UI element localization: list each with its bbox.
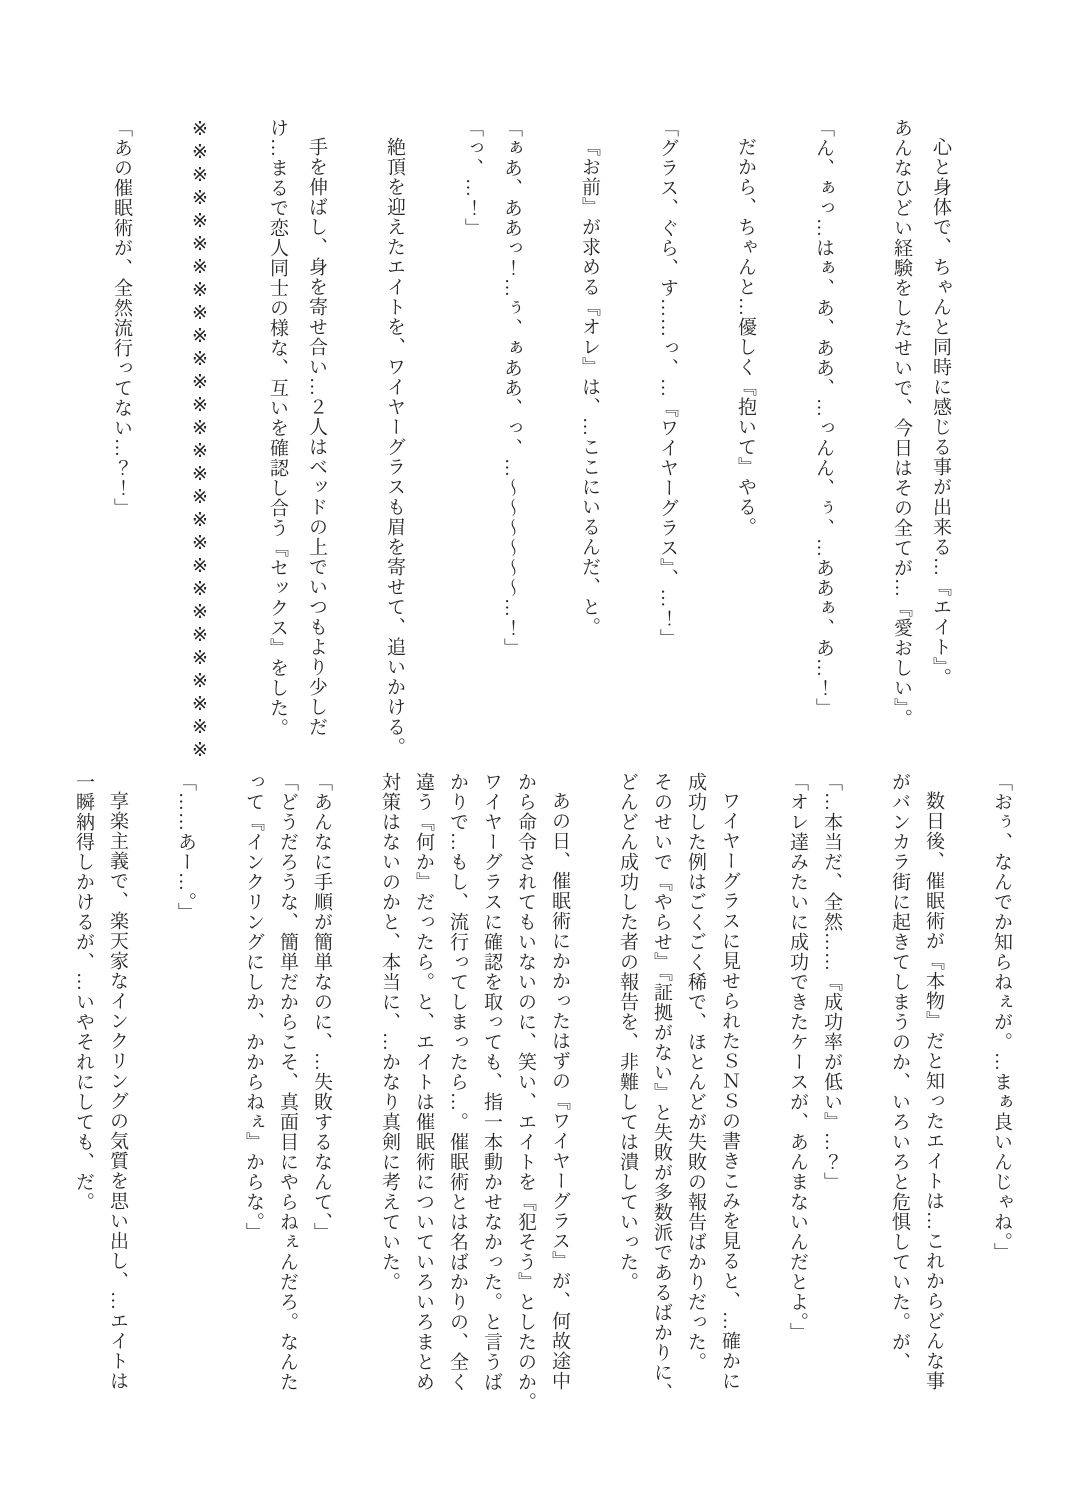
text-line: け…まるで恋人同士の様な、互いを確認し合う『セックス』をした。: [267, 118, 288, 738]
text-line: かりで…もし、流行ってしまったら…。催眠術とは名ばかりの、全く: [447, 772, 468, 1392]
text-line: そのせいで『やらせ』『証拠がない』と失敗が多数派であるばかりに、: [651, 772, 672, 1403]
text-line: あの日、催眠術にかかったはずの『ワイヤーグラス』が、何故途中: [549, 791, 570, 1391]
text-line: 「ん、ぁっ…はぁ、あ、ああ、…っんん、ぅ、…ああぁ、あ…！」: [813, 118, 834, 718]
text-line: 手を伸ばし、身を寄せ合い…２人はベッドの上でいつもより少しだ: [306, 137, 327, 737]
text-line: 心と身体で、ちゃんと同時に感じる事が出来る…『エイト』。: [930, 137, 951, 688]
text-line: 「どうだろうな、簡単だからこそ、真面目にやらねぇんだろ。なんた: [277, 772, 298, 1392]
text-line: 「グラス、ぐら、す……っ、…『ワイヤーグラス』、…！」: [657, 118, 678, 649]
text-line: 「っ、…！」: [462, 118, 483, 238]
text-line: 対策はないのかと、本当に、…かなり真剣に考えていた。: [379, 772, 400, 1292]
text-line: 「ぁあ、ああっ！…ぅ、ぁああ、っ、…～～～～～～…！」: [501, 118, 522, 658]
top-text-block: [102, 118, 960, 766]
text-line: がバンカラ街に起きてしまうのか、いろいろと危惧していた。が、: [889, 772, 910, 1372]
text-line: 「…本当だ、全然……『成功率が低い』…？」: [821, 772, 842, 1192]
text-line: ワイヤーグラスに見せられたＳＮＳの書きこみを見ると、…確かに: [719, 791, 740, 1391]
text-line: 絶頂を迎えたエイトを、ワイヤーグラスも眉を寄せて、追いかける。: [384, 137, 405, 757]
text-line: から命令されてもいないのに、笑い、エイトを『犯そう』としたのか。: [515, 772, 536, 1412]
bottom-text-block: [66, 772, 1018, 1420]
text-line: だから、ちゃんと…優しく『抱いて』やる。: [735, 137, 756, 537]
text-line: 「おぅ、なんでか知らねぇが。…まぁ良いんじゃね。」: [991, 772, 1012, 1263]
text-line: 「オレ達みたいに成功できたケースが、あんまないんだとよ。」: [787, 772, 808, 1343]
text-line: 「あの催眠術が、全然流行ってない…？！」: [111, 118, 132, 518]
text-line: 数日後、催眠術が『本物』だと知ったエイトは…これからどんな事: [923, 791, 944, 1391]
text-line: ※※※※※※※※※※※※※※※※※※※※※※※※※※※※: [189, 118, 210, 762]
text-line: どんどん成功した者の報告を、非難しては潰していった。: [617, 772, 638, 1292]
text-line: 享楽主義で、楽天家なインクリングの気質を思い出し、…エイトは: [107, 791, 128, 1391]
text-line: 『お前』が求める『オレ』は、…ここにいるんだ、と。: [579, 137, 600, 637]
text-line: 違う『何か』だったら。と、エイトは催眠術についていろいろまとめ: [413, 772, 434, 1392]
text-line: あんなひどい経験をしたせいで、今日はその全てが…『愛おしい』。: [891, 118, 912, 729]
text-line: 「あんなに手順が簡単なのに、…失敗するなんて、」: [311, 772, 332, 1243]
text-line: って『インクリングにしか、かからねぇ』からな。」: [243, 772, 264, 1243]
text-line: 成功した例はごくごく稀で、ほとんどが失敗の報告ばかりだった。: [685, 772, 706, 1372]
text-line: 一瞬納得しかけるが、…いやそれにしても、だ。: [73, 772, 94, 1212]
text-line: ワイヤーグラスに確認を取っても、指一本動かせなかった。と言うば: [481, 772, 502, 1392]
text-line: 「……あー…。」: [175, 772, 196, 923]
